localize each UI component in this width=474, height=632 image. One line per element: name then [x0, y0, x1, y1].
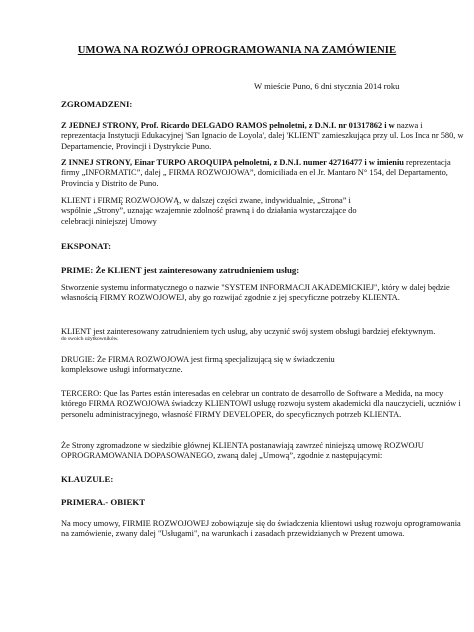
party-two-paragraph — [61, 158, 465, 189]
klient-paragraph-text: KLIENT jest zainteresowany zatrudnieniem tych usług, aby uczynić swój system obsługi bardziej efektywnym. — [61, 327, 436, 336]
party-two-bold: Z INNEJ STRONY, Einar TURPO AROQUIPA pełnoletni, z D.N.I. numer 42716477 i w imieniu — [61, 158, 404, 167]
clause-tercero: TERCERO: Que las Partes están interesadas en celebrar un contrato de desarrollo de Software a Medida, na mocy którego FIRMA ROZWOJOWA świadczy KLIENTOWI usługę rozwoju system akademicki dla nauczycieli, uczniów i personelu administracyjnego, własność FIRMY DEVELOPER, do specyficznych potrzeb KLIENTA. — [61, 389, 461, 419]
heading-primera-obiekt: PRIMERA.- OBIEKT — [61, 497, 146, 507]
party-one-paragraph — [61, 121, 465, 152]
party-one-rest: nazwa i reprezentacja Instytucji Edukacyjnej 'San Ignacio de Loyola', dalej 'KLIENT' zamieszkująca przy ul. Los Inca nr 580, w Departamencie, Provincji i Dystrykcie Puno. — [61, 121, 464, 151]
mutual-recognition-paragraph: KLIENT i FIRMĘ ROZWOJOWĄ, w dalszej części zwane, indywidualnie, „Strona” i wspólnie „Strony”, uznając wzajemnie zdolność prawną i do działania wystarczające do celebracji niniejszej Umowy — [61, 196, 357, 226]
klient-paragraph-small: do swoich użytkowników. — [61, 336, 119, 343]
object-paragraph: Na mocy umowy, FIRMIE ROZWOJOWEJ zobowiązuje się do świadczenia klientowi usług rozwoju oprogramowania na zamówienie, zwany dalej "Usługami", na warunkach i zasadach przewidzianych w Prezent umowa. — [61, 519, 461, 539]
clause-prime: PRIME: Że KLIENT jest zainteresowany zatrudnieniem usług: — [61, 265, 300, 275]
document-title: UMOWA NA ROZWÓJ OPROGRAMOWANIA NA ZAMÓWIENIE — [77, 45, 397, 56]
klient-paragraph — [61, 327, 465, 342]
place-date: W mieście Puno, 6 dni stycznia 2014 roku — [254, 81, 400, 91]
zgromadzone-paragraph: Że Strony zgromadzone w siedzibie głównej KLIENTA postanawiają zawrzeć niniejszą umowę ROZWOJU OPROGRAMOWANIA DOPASOWANEGO, zwaną dalej „Umową”, zgodnie z następującymi: — [61, 441, 424, 461]
system-paragraph: Stworzenie systemu informatycznego o nazwie "SYSTEM INFORMACJI AKADEMICKIEJ", który w dalej będzie własnością FIRMY ROZWOJOWEJ, aby go rozwijać zgodnie z jej specyficzne potrzeby KLIENTA. — [61, 283, 450, 303]
clause-drugie: DRUGIE: Że FIRMA ROZWOJOWA jest firmą specjalizującą się w świadczeniu kompleksowe usługi informatyczne. — [61, 355, 335, 375]
heading-zgromadzeni: ZGROMADZENI: — [61, 99, 133, 109]
heading-eksponat: EKSPONAT: — [61, 241, 112, 251]
heading-klauzule: KLAUZULE: — [61, 474, 114, 484]
party-one-bold: Z JEDNEJ STRONY, Prof. Ricardo DELGADO RAMOS pełnoletni, z D.N.I. nr 01317862 i w — [61, 121, 395, 130]
party-two-rest: reprezentacja firmy „INFORMATIC”, dalej „ FIRMA ROZWOJOWA”, domiciliada en el Jr. Mantaro N° 154, del Departamento, Provincia y Distrito de Puno. — [61, 158, 451, 188]
